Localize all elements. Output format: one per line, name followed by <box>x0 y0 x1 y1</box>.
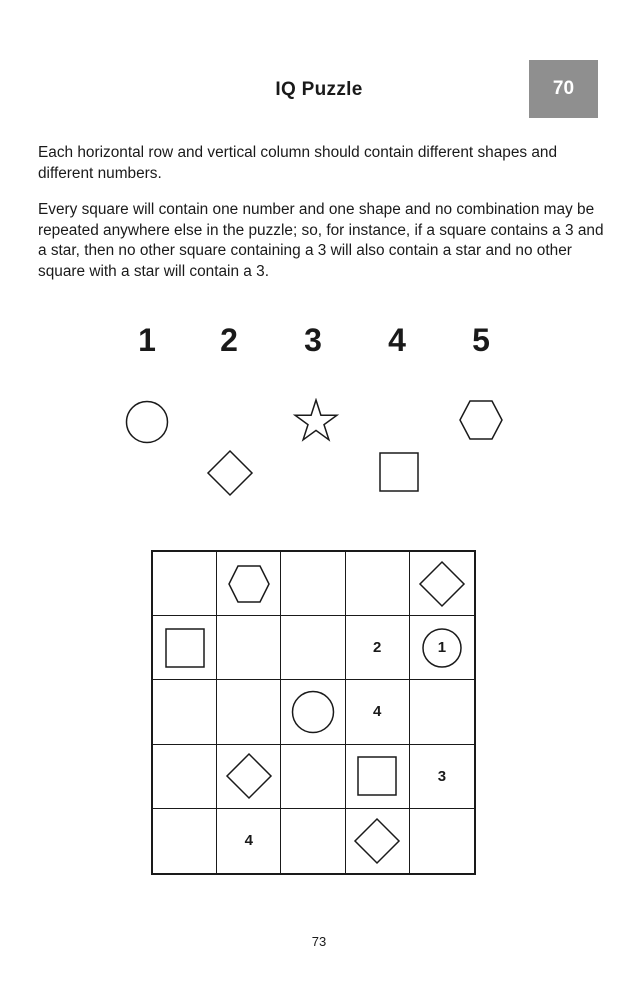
grid-cell <box>346 745 410 809</box>
grid-cell <box>153 552 217 616</box>
grid-cell <box>410 745 474 809</box>
puzzle-grid <box>151 550 476 875</box>
diamond-icon <box>353 817 401 865</box>
cell-number: 4 <box>373 703 382 721</box>
instructions <box>38 143 604 298</box>
grid-cell <box>281 616 345 680</box>
legend-number-3: 3 <box>304 322 322 358</box>
circle-icon <box>124 399 170 445</box>
grid-cell <box>153 616 217 680</box>
square-icon <box>164 627 206 669</box>
cell-number: 4 <box>244 832 253 850</box>
instruction-paragraph: Every square will contain one number and one shape and no combination may be repeated anywhere else in the puzzle; so, for instance, if a square contains a 3 and a star, then no other square containing a 3 will also contain a star and no other square with a star will contain a 3. <box>38 201 604 280</box>
grid-cell <box>153 809 217 873</box>
square-icon <box>356 755 398 797</box>
cell-number: 2 <box>373 639 382 657</box>
diamond-icon <box>418 560 466 608</box>
grid-cell <box>281 745 345 809</box>
grid-cell <box>281 552 345 616</box>
star-icon <box>292 398 340 446</box>
grid-cell <box>410 680 474 744</box>
grid-cell <box>410 552 474 616</box>
grid-cell <box>346 552 410 616</box>
legend-number-2: 2 <box>220 322 238 358</box>
hexagon-icon <box>227 564 271 604</box>
legend-number-5: 5 <box>472 322 490 358</box>
hexagon-icon <box>458 398 504 442</box>
grid-cell <box>153 680 217 744</box>
grid-cell <box>217 616 281 680</box>
grid-cell <box>346 809 410 873</box>
grid-cell <box>217 745 281 809</box>
grid-cell <box>410 809 474 873</box>
grid-cell <box>217 552 281 616</box>
instruction-paragraph: Each horizontal row and vertical column should contain different shapes and different numbers. <box>38 144 558 182</box>
grid-cell <box>346 616 410 680</box>
diamond-icon <box>206 449 254 497</box>
cell-number: 1 <box>437 639 447 657</box>
page-number: 73 <box>311 934 327 949</box>
circle-icon <box>421 627 463 669</box>
grid-cell <box>281 809 345 873</box>
grid-cell <box>281 680 345 744</box>
page-title: IQ Puzzle <box>275 79 363 100</box>
grid-cell <box>217 680 281 744</box>
square-icon <box>378 451 420 493</box>
legend-number-1: 1 <box>138 322 156 358</box>
cell-number: 3 <box>437 767 447 785</box>
diamond-icon <box>225 752 273 800</box>
grid-cell <box>217 809 281 873</box>
circle-icon <box>290 689 336 735</box>
grid-cell <box>153 745 217 809</box>
puzzle-number-badge: 70 <box>529 60 598 118</box>
grid-cell <box>346 680 410 744</box>
grid-cell <box>410 616 474 680</box>
legend-number-4: 4 <box>388 322 406 358</box>
